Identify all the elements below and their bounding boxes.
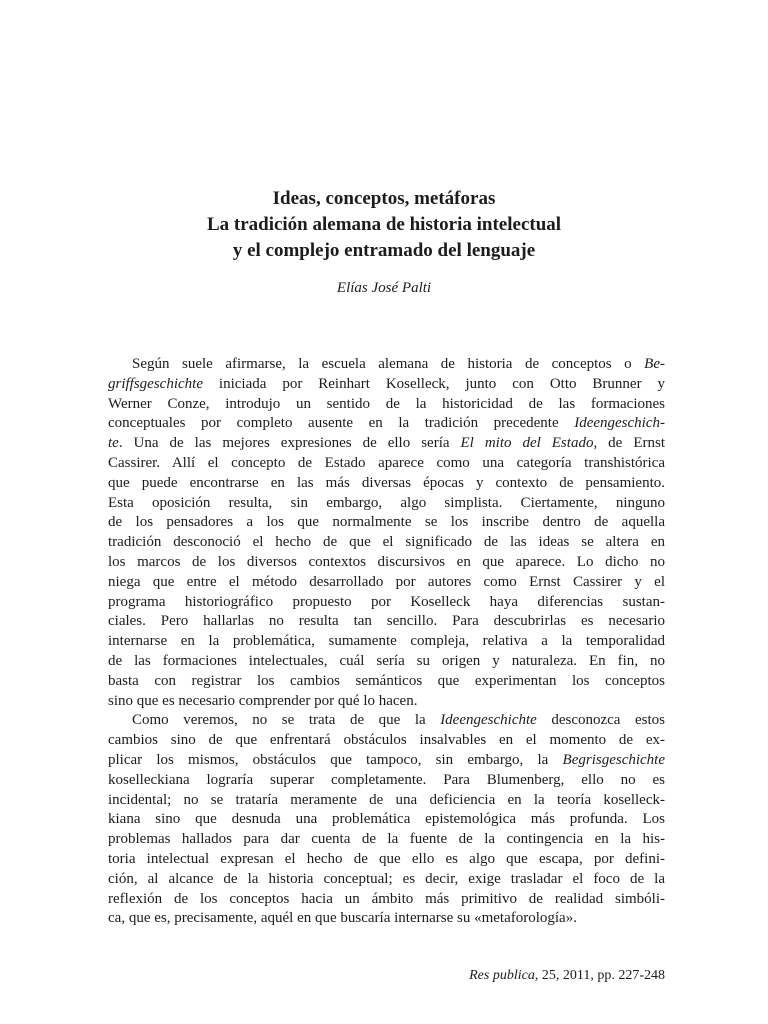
text-run: desconozca estos <box>536 712 665 729</box>
author-name: Elías José Palti <box>336 280 432 296</box>
text-line <box>108 652 665 672</box>
text-run: kiana sino que desnuda una problemática epistemológica más profunda. Los <box>108 811 665 828</box>
italic-text: Ideengeschich- <box>574 415 665 432</box>
text-run: koselleckiana lograría superar completamente. Para Blumenberg, ello no es <box>108 771 665 788</box>
journal-citation: , 25, 2011, pp. 227-248 <box>534 968 665 983</box>
text-run: basta con registrar los cambios semánticos que experimentan los conceptos <box>108 672 665 689</box>
text-run: toria intelectual expresan el hecho de que ello es algo que escapa, por defini- <box>108 850 665 867</box>
text-line <box>108 494 665 514</box>
italic-text: Begrisgeschichte <box>562 751 665 768</box>
text-line <box>108 711 665 731</box>
text-run: conceptuales por completo ausente en la tradición precedente <box>108 415 575 432</box>
text-run: de las formaciones intelectuales, cuál sería su origen y naturaleza. En fin, no <box>108 652 665 669</box>
text-run: cambios sino de que enfrentará obstáculos insalvables en el momento de ex- <box>108 732 665 749</box>
title-line-2: La tradición alemana de historia intelectual <box>206 214 562 235</box>
text-line <box>108 731 665 751</box>
text-run: Cassirer. Allí el concepto de Estado aparece como una categoría transhistórica <box>108 454 665 471</box>
text-run: los marcos de los diversos contextos discursivos en que aparece. Lo dicho no <box>108 553 665 570</box>
text-run: tradición desconoció el hecho de que el significado de las ideas se altera en <box>108 534 665 551</box>
text-run: , de Ernst <box>593 435 665 452</box>
text-line <box>108 533 665 553</box>
text-run: ción, al alcance de la historia conceptual; es decir, exige trasladar el foco de la <box>108 870 665 887</box>
text-line <box>108 612 665 632</box>
text-line <box>108 355 665 375</box>
journal-name: Res publica <box>469 968 535 983</box>
italic-text: griffsgeschichte <box>108 375 203 392</box>
text-line <box>108 909 665 929</box>
text-line <box>108 830 665 850</box>
text-line <box>108 513 665 533</box>
text-line <box>108 751 665 771</box>
italic-text: El mito del Estado <box>460 435 594 452</box>
article-title <box>0 186 768 264</box>
text-run: ca, que es, precisamente, aquél en que buscaría internarse su «metaforología». <box>108 910 577 927</box>
text-run: Esta oposición resulta, sin embargo, algo simplista. Ciertamente, ninguno <box>108 494 665 511</box>
text-run: reflexión de los conceptos hacia un ámbito más primitivo de realidad simbóli- <box>108 890 665 907</box>
text-line <box>108 672 665 692</box>
text-line <box>108 395 665 415</box>
title-line-3: y el complejo entramado del lenguaje <box>232 240 536 261</box>
text-line <box>108 474 665 494</box>
title-line-1: Ideas, conceptos, metáforas <box>272 188 496 209</box>
text-line <box>108 375 665 395</box>
text-run: internarse en la problemática, sumamente compleja, relativa a la temporalidad <box>108 633 665 650</box>
text-line <box>108 573 665 593</box>
text-line <box>108 454 665 474</box>
text-run: Según suele afirmarse, la escuela alemana de historia de conceptos o <box>132 356 645 372</box>
text-run: sino que es necesario comprender por qué lo hacen. <box>108 692 418 709</box>
text-run: iniciada por Reinhart Koselleck, junto con Otto Brunner y <box>202 375 665 392</box>
text-line <box>108 870 665 890</box>
text-line <box>108 850 665 870</box>
text-line <box>108 791 665 811</box>
text-line <box>108 890 665 910</box>
italic-text: Ideengeschichte <box>440 712 537 729</box>
paragraph <box>108 355 665 711</box>
text-run: que puede encontrarse en las más diversas épocas y contexto de pensamiento. <box>108 474 665 491</box>
italic-text: Be- <box>644 356 665 372</box>
text-run: incidental; no se trataría meramente de una deficiencia en la teoría koselleck- <box>108 791 665 808</box>
text-run: niega que entre el método desarrollado por autores como Ernst Cassirer y el <box>108 573 665 590</box>
text-run: . Una de las mejores expresiones de ello sería <box>118 435 461 452</box>
text-run: Werner Conze, introdujo un sentido de la historicidad de las formaciones <box>108 395 665 412</box>
text-line <box>108 434 665 454</box>
paragraph <box>108 711 665 929</box>
text-line <box>108 632 665 652</box>
text-run: de los pensadores a los que normalmente se los inscribe dentro de aquella <box>108 514 665 531</box>
text-line <box>108 414 665 434</box>
text-line <box>108 553 665 573</box>
text-run: ciales. Pero hallarlas no resulta tan sencillo. Para descubrirlas es necesario <box>108 613 665 630</box>
italic-text: te <box>108 435 119 452</box>
text-run: programa historiográfico propuesto por Koselleck haya diferencias sustan- <box>108 593 665 610</box>
text-line <box>108 810 665 830</box>
text-run: problemas hallados para dar cuenta de la fuente de la contingencia en la his- <box>108 831 665 848</box>
article-body <box>108 355 665 929</box>
page-footer <box>469 967 665 985</box>
text-run: Como veremos, no se trata de que la <box>132 712 441 729</box>
text-run: plicar los mismos, obstáculos que tampoco, sin embargo, la <box>108 751 563 768</box>
text-line <box>108 593 665 613</box>
text-line <box>108 692 665 712</box>
text-line <box>108 771 665 791</box>
